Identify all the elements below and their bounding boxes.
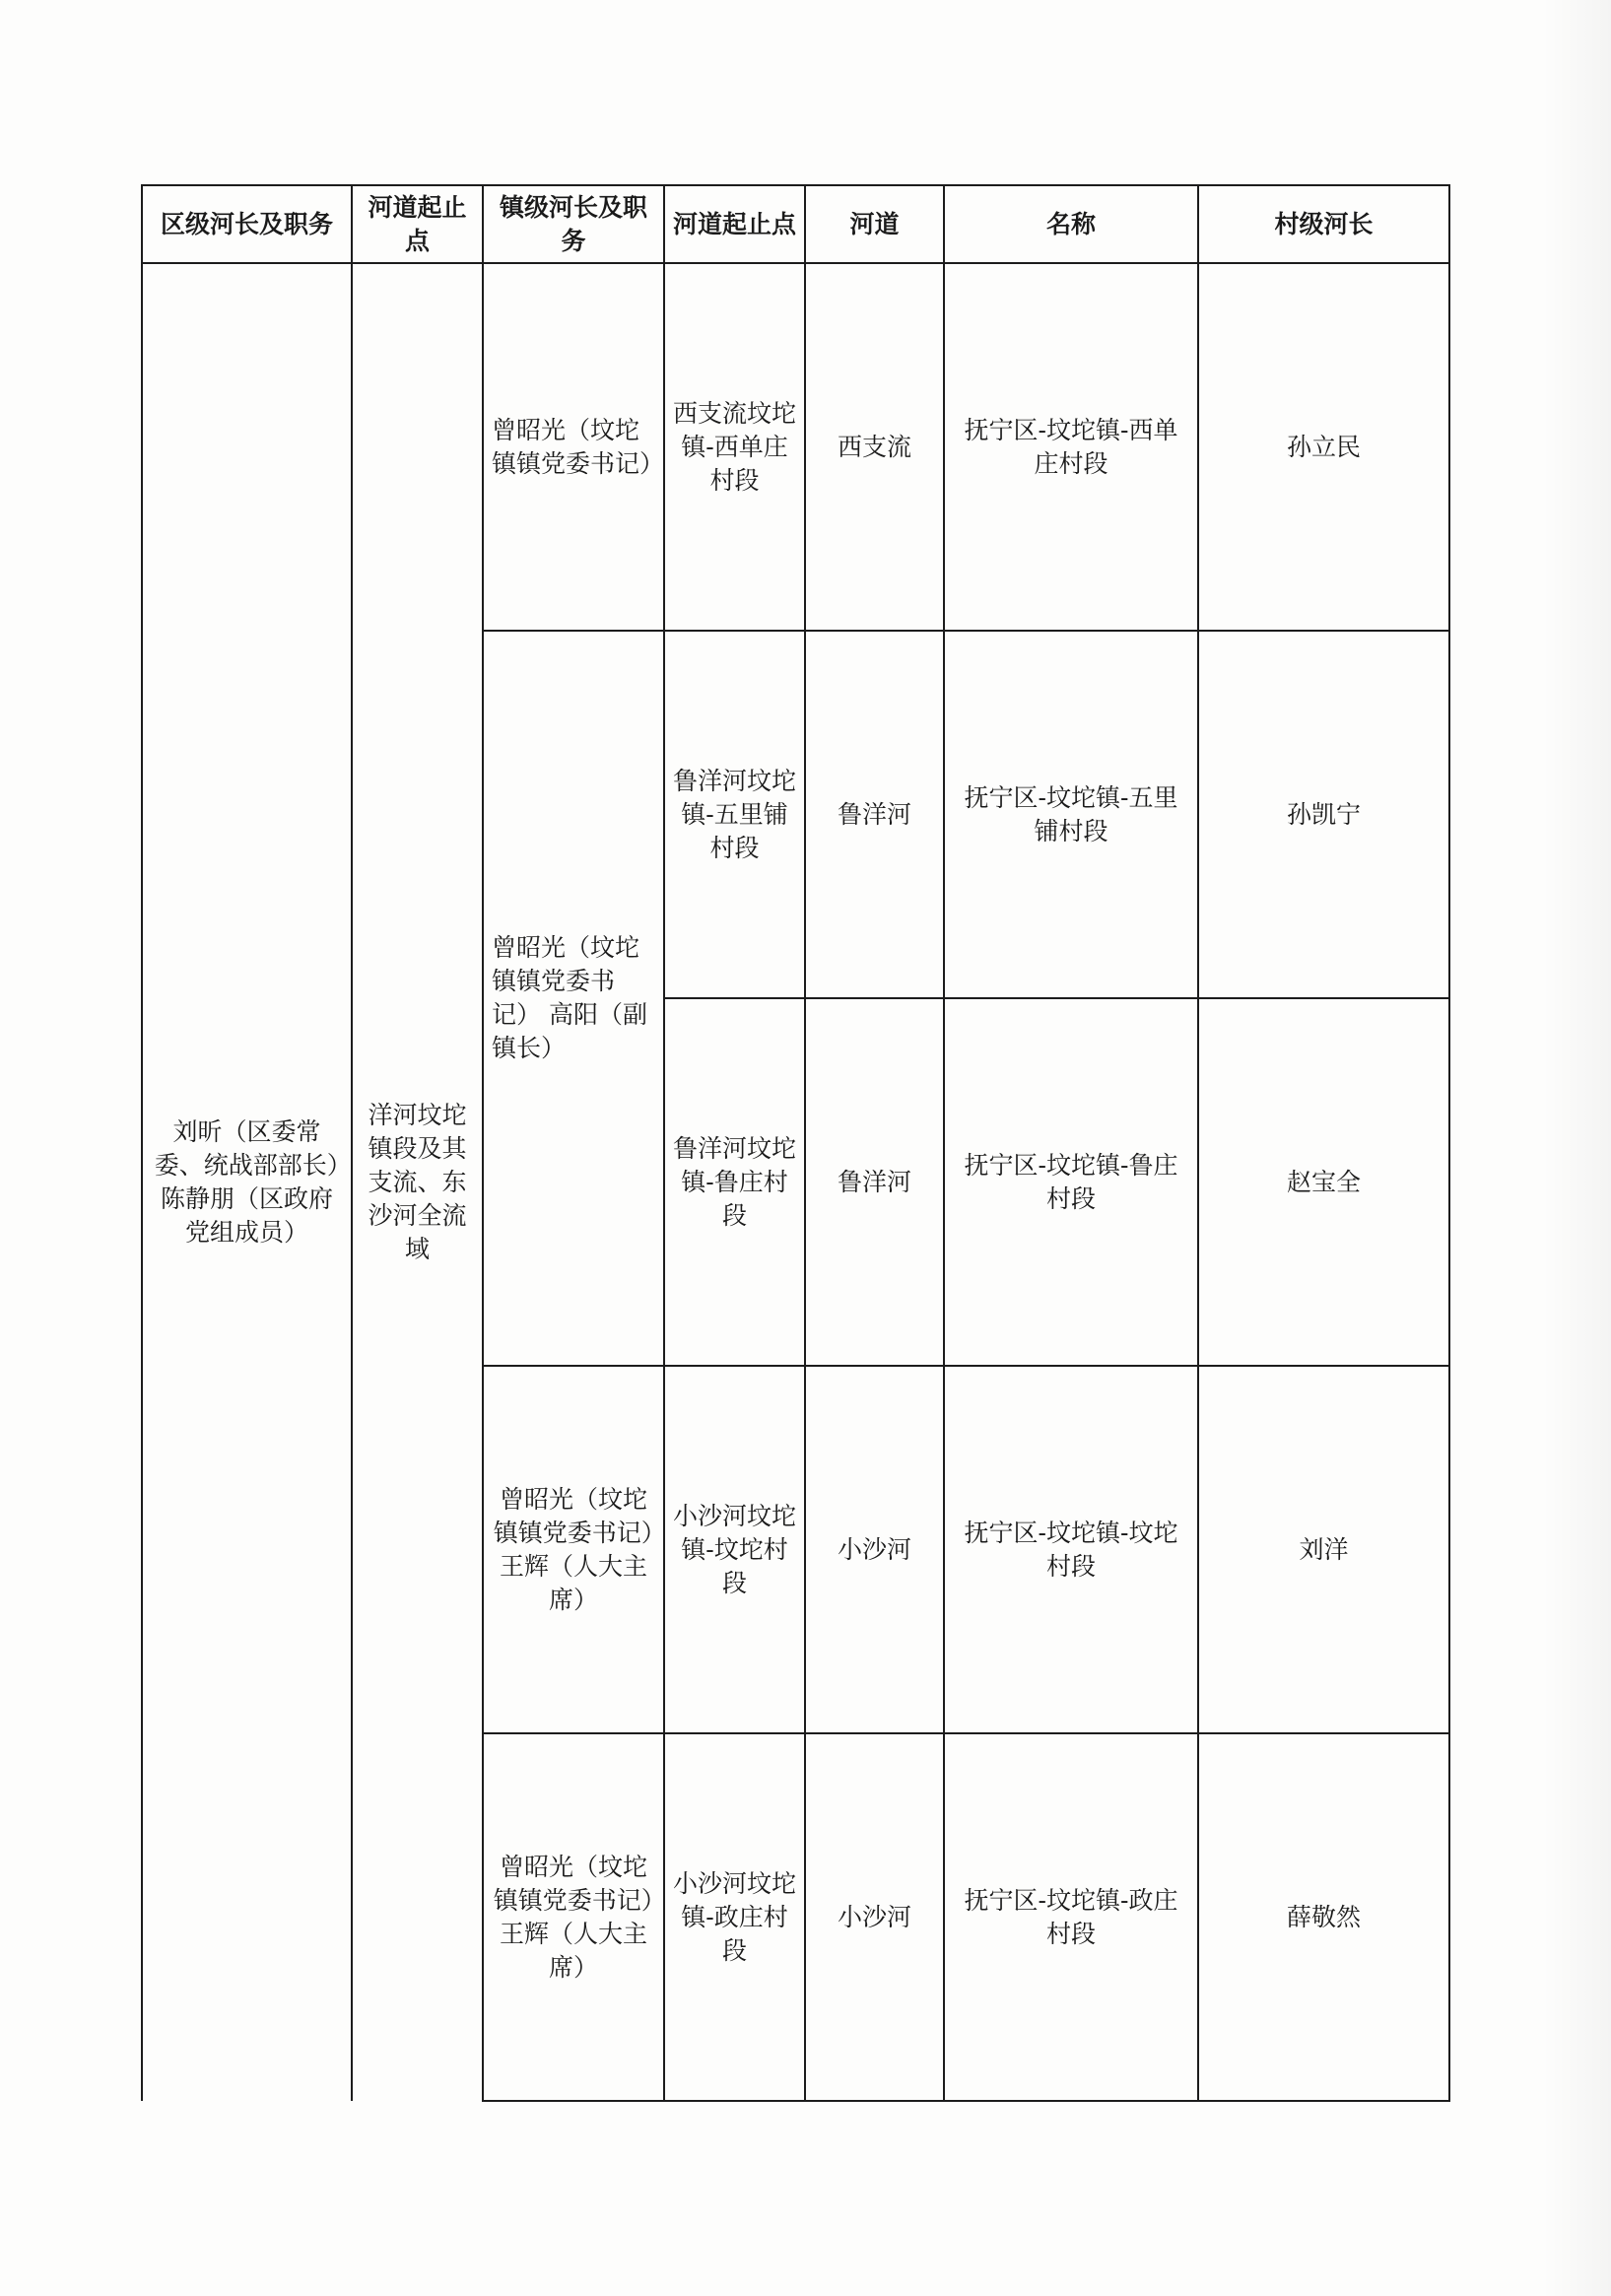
river-cell: 鲁洋河 (805, 631, 944, 998)
district-chief-cell (142, 263, 352, 2101)
river-cell: 小沙河 (805, 1366, 944, 1733)
town-chief-text: 曾昭光（坟坨镇镇党委书记） (492, 415, 665, 478)
river-cell: 鲁洋河 (805, 998, 944, 1366)
town-chief-text: 曾昭光（坟坨镇镇党委书记）王辉（人大主席） (493, 1852, 654, 1982)
header-district-chief: 区级河长及职务 (142, 185, 352, 263)
district-reach-text: 洋河坟坨镇段及其支流、东沙河全流域 (368, 1101, 467, 1263)
district-reach-cell (352, 263, 483, 2101)
town-reach-cell: 小沙河坟坨镇-坟坨村段 (664, 1366, 805, 1733)
river-cell: 小沙河 (805, 1733, 944, 2101)
river-chief-table (141, 184, 1450, 2102)
reach-name-cell: 抚宁区-坟坨镇-五里铺村段 (944, 631, 1198, 998)
town-chief-text: 曾昭光（坟坨镇镇党委书记） 高阳（副镇长） (492, 933, 647, 1062)
header-village-chief: 村级河长 (1198, 185, 1449, 263)
header-name: 名称 (944, 185, 1198, 263)
header-town-reach: 河道起止点 (664, 185, 805, 263)
village-chief-cell: 刘洋 (1198, 1366, 1449, 1733)
scan-shadow (1542, 0, 1611, 2296)
header-town-chief: 镇级河长及职务 (483, 185, 664, 263)
reach-name-cell: 抚宁区-坟坨镇-政庄村段 (944, 1733, 1198, 2101)
reach-name-cell: 抚宁区-坟坨镇-鲁庄村段 (944, 998, 1198, 1366)
village-chief-cell: 孙凯宁 (1198, 631, 1449, 998)
town-reach-cell: 鲁洋河坟坨镇-鲁庄村段 (664, 998, 805, 1366)
village-chief-cell: 赵宝全 (1198, 998, 1449, 1366)
river-cell: 西支流 (805, 263, 944, 631)
town-chief-cell (483, 263, 664, 631)
village-chief-cell: 薛敬然 (1198, 1733, 1449, 2101)
table-header-row (142, 185, 1449, 263)
reach-name-cell: 抚宁区-坟坨镇-西单庄村段 (944, 263, 1198, 631)
header-district-reach: 河道起止点 (352, 185, 483, 263)
reach-name-cell: 抚宁区-坟坨镇-坟坨村段 (944, 1366, 1198, 1733)
district-chief-text: 刘昕（区委常委、统战部部长）陈静朋（区政府党组成员） (154, 1117, 340, 1247)
town-reach-cell: 西支流坟坨镇-西单庄村段 (664, 263, 805, 631)
town-chief-cell (483, 631, 664, 1366)
town-reach-cell: 鲁洋河坟坨镇-五里铺村段 (664, 631, 805, 998)
town-reach-cell: 小沙河坟坨镇-政庄村段 (664, 1733, 805, 2101)
village-chief-cell: 孙立民 (1198, 263, 1449, 631)
town-chief-cell (483, 1733, 664, 2101)
header-river: 河道 (805, 185, 944, 263)
town-chief-cell (483, 1366, 664, 1733)
town-chief-text: 曾昭光（坟坨镇镇党委书记）王辉（人大主席） (493, 1484, 654, 1614)
table-row (142, 263, 1449, 631)
